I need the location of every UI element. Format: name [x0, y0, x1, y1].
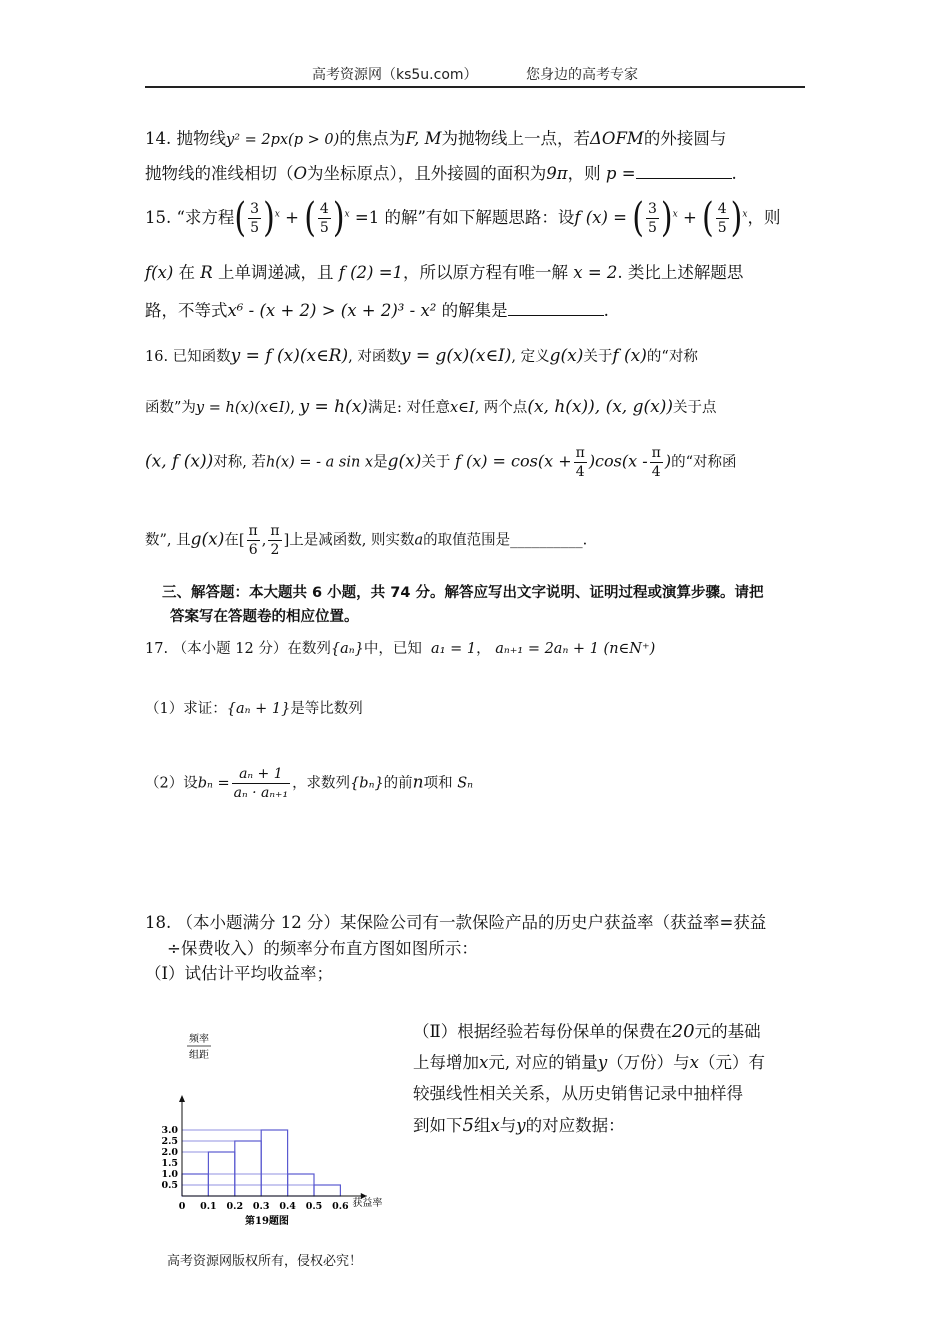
- chart-y-tick: 2.5: [161, 1136, 178, 1147]
- chart-y-arrow: [179, 1095, 185, 1102]
- chart-x-tick: 0.2: [226, 1201, 244, 1212]
- q17-part1: （1）求证：{aₙ + 1}是等比数列: [145, 701, 363, 717]
- section3-title: 三、解答题：本大题共 6 小题，共 74 分。解答应写出文字说明、证明过程或演算步骤。请把 答案写在答题卷的相应位置。: [162, 585, 764, 625]
- chart-y-tick: 2.0: [161, 1147, 178, 1158]
- chart-xlabel: 获益率: [352, 1198, 383, 1209]
- chart-y-tick: 0.5: [161, 1180, 178, 1191]
- q15-answer-blank: [508, 301, 604, 316]
- chart-y-tick: 1.5: [161, 1158, 178, 1169]
- header-slogan: 您身边的高考专家: [526, 67, 638, 83]
- q16-line2: 函数”为y = h(x)(x∈I), y = h(x)满足: 对任意x∈I, 两个点(x, h(x)), (x, g(x))关于点: [145, 397, 717, 417]
- q18-stem: 18. （本小题满分 12 分）某保险公司有一款保险产品的历史户获益率（获益率=获益 ÷保费收入）的频率分布直方图如图所示： （Ⅰ）试估计平均收益率；: [145, 913, 767, 984]
- chart-bar: [235, 1141, 261, 1196]
- chart-x-tick: 0.3: [252, 1201, 270, 1212]
- chart-y-tick: 3.0: [161, 1125, 178, 1136]
- q18-part2: （Ⅱ）根据经验若每份保单的保费在20元的基础 上每增加x元, 对应的销量y（万份）与x（元）有 较强线性相关关系，从历史销售记录中抽样得 到如下5组x与y的对应数据：: [413, 1021, 765, 1137]
- q15-line3: 路，不等式x⁶ - (x + 2) > (x + 2)³ - x² 的解集是 .: [145, 301, 609, 320]
- q15-line1: 15. “求方程( $\frac{3}{5}$ )$^x$ + ( $\frac{4}{5}$ )$^x$ =1 的解”有如下解题思路：设f (x) = ( $\frac{3}{5}$ )$^x$ + ( $\frac{4}{5}$ )$^x$，则: [145, 194, 781, 242]
- chart-caption: 第19题图: [245, 1216, 289, 1227]
- chart-x-tick: 0.4: [279, 1201, 296, 1212]
- q14-answer-blank: [636, 164, 732, 179]
- page-footer: 高考资源网版权所有，侵权必究！: [167, 1254, 363, 1269]
- q14-line1: 14. 抛物线y² = 2px(p > 0)的焦点为F, M为抛物线上一点，若ΔOFM的外接圆与: [145, 129, 727, 148]
- chart-x-tick: 0.1: [200, 1201, 217, 1212]
- histogram-chart: [155, 1030, 405, 1230]
- chart-bar: [261, 1130, 287, 1196]
- chart-x-tick: 0: [178, 1201, 186, 1212]
- header-site: 高考资源网（ks5u.com）: [312, 67, 478, 83]
- q16-line3: (x, f (x))对称, 若h(x) = - a sin x是g(x)关于 f (x) = cos(x + $\frac{\pi}{4}$ )cos(x - $\frac{\pi}{4}$ )的“对称函: [145, 445, 737, 481]
- chart-x-tick: 0.6: [332, 1201, 349, 1212]
- q15-line2: f(x) 在 R 上单调递减，且 f (2) =1，所以原方程有唯一解 x = 2. 类比上述解题思: [145, 263, 744, 282]
- chart-ylabel-bottom: 组距: [189, 1050, 209, 1061]
- q14-line2: 抛物线的准线相切（O为坐标原点），且外接圆的面积为9π，则 p = .: [145, 164, 737, 183]
- page-header: [145, 64, 805, 84]
- header-rule: [145, 86, 805, 88]
- chart-x-tick: 0.5: [305, 1201, 323, 1212]
- q17-stem: 17. （本小题 12 分）在数列{aₙ}中，已知 a₁ = 1， aₙ₊₁ = 2aₙ + 1 (n∈N⁺): [145, 641, 656, 657]
- chart-bar: [314, 1185, 340, 1196]
- q17-part2: （2）设bₙ = $\frac{\text{aₙ + 1}}{\text{aₙ · aₙ₊₁}}$ ，求数列{bₙ}的前n项和 Sₙ: [145, 766, 474, 802]
- chart-ylabel-top: 频率: [189, 1034, 209, 1045]
- q16-line4: 数”, 且g(x)在[ $\frac{\pi}{6}$ , $\frac{\pi}{2}$ ]上是减函数, 则实数a的取值范围是__________.: [145, 523, 588, 559]
- q16-line1: 16. 已知函数y = f (x)(x∈R), 对函数y = g(x)(x∈I), 定义g(x)关于f (x)的“对称: [145, 346, 698, 366]
- chart-y-tick: 1.0: [161, 1169, 178, 1180]
